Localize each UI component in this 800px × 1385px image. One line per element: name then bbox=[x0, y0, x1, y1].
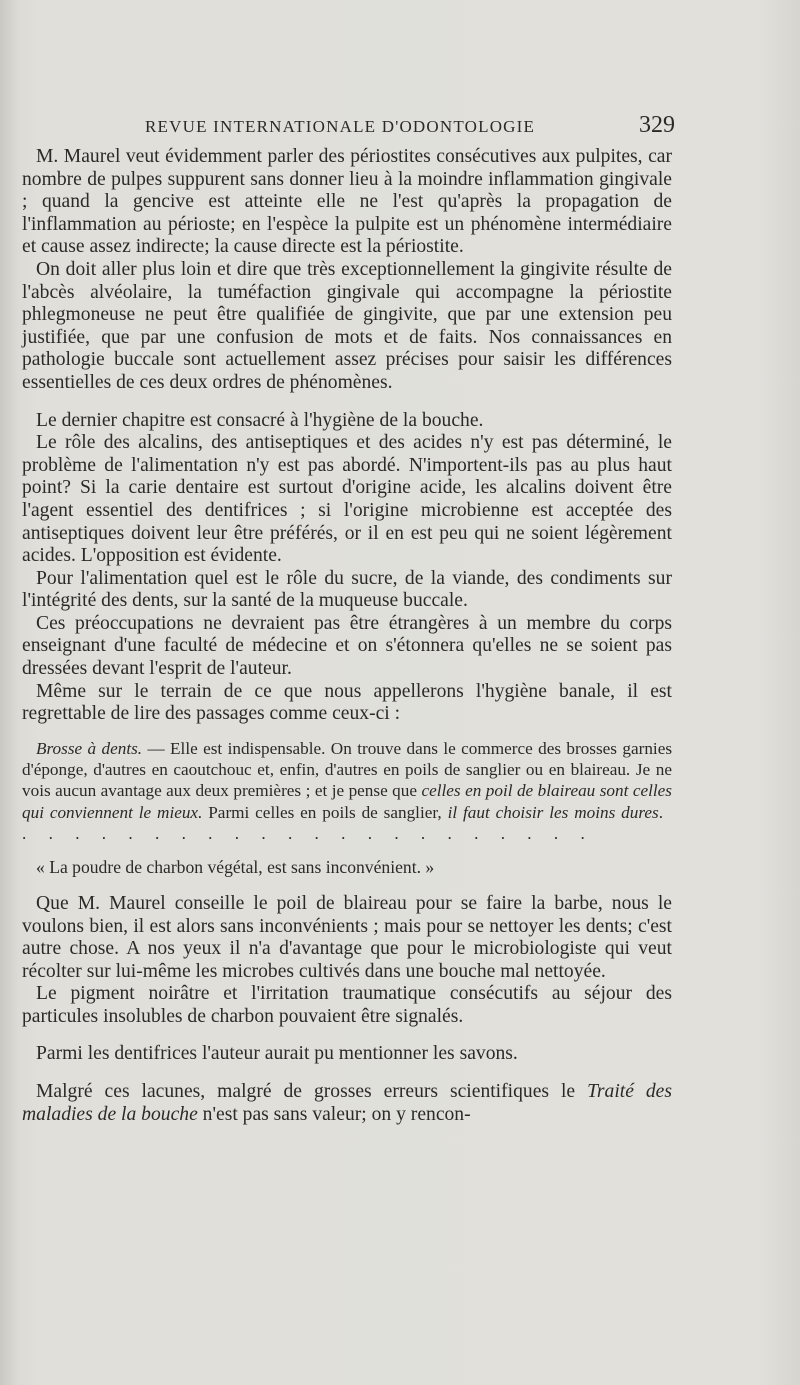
paragraph: Pour l'alimentation quel est le rôle du sucre, de la viande, des condiments sur l'intégrité des dents, sur la santé de la muqueuse buccale. bbox=[22, 567, 672, 612]
paragraph-part: Malgré ces lacunes, malgré de grosses erreurs scientifiques le bbox=[36, 1081, 588, 1103]
book-title: Traité des maladies de la bouche bbox=[22, 1081, 672, 1125]
paragraph: Ces préoccupations ne devraient pas être étrangères à un membre du corps enseignant d'une faculté de médecine et on s'étonnera qu'elles ne se soient pas dressées devant l'esprit de l'auteur. bbox=[22, 612, 672, 680]
quotation-text bbox=[22, 738, 672, 844]
page-body bbox=[22, 146, 672, 1126]
paragraph: On doit aller plus loin et dire que très exceptionnellement la gingivite résulte de l'abcès alvéolaire, la tuméfaction gingivale qui accompagne la périostite phlegmoneuse ne peut être qualifiée de gingivite, que par une extension peu justifiée, que par une confusion de mots et de faits. Nos connaissances en pathologie buccale sont actuellement assez précises pour saisir les différences essentielles de ces deux ordres de phénomènes. bbox=[22, 258, 672, 393]
paragraph: Que M. Maurel conseille le poil de blaireau pour se faire la barbe, nous le voulons bien, il est alors sans inconvénients ; mais pour se nettoyer les dents; c'est autre chose. A nos yeux il n'a d'avantage que pour le microbiologiste qui veut récolter sur lui-même les microbes cultivés dans une bouche mal nettoyée. bbox=[22, 892, 672, 982]
quotation-part: Elle est indispensable. On trouve dans le commerce des brosses garnies d'éponge, d'autres en caoutchouc et, enfin, d'autres en poils de sanglier ou en blaireau. Je ne vois aucun avantage aux deux premières ; et je pense que bbox=[22, 738, 673, 801]
page-header bbox=[145, 112, 675, 139]
paragraph: Même sur le terrain de ce que nous appellerons l'hygiène banale, il est regrettable de lire des passages comme ceux-ci : bbox=[22, 680, 672, 725]
paragraph: Le rôle des alcalins, des antiseptiques et des acides n'y est pas déterminé, le problème de l'alimentation n'y est pas abordé. N'importent-ils pas au plus haut point? Si la carie dentaire est surtout d'origine acide, les alcalins doivent être l'agent essentiel des dentifrices ; si l'origine microbienne est acceptée des antiseptiques doivent leur être préférés, or il en est peu qui ne soient légèrement acides. L'opposition est évidente. bbox=[22, 432, 672, 567]
ellipsis-dots: . . . . . . . . . . . . . . . . . . . . . . . bbox=[22, 802, 672, 844]
quotation-italic: il faut choisir les moins dures bbox=[447, 802, 659, 822]
quotation-lead: Brosse à dents. bbox=[36, 738, 143, 758]
paragraph-part: n'est pas sans valeur; on y rencon- bbox=[197, 1103, 471, 1125]
quotation-charbon: « La poudre de charbon végétal, est sans inconvénient. » bbox=[36, 857, 435, 878]
paragraph: Parmi les dentifrices l'auteur aurait pu mentionner les savons. bbox=[36, 1043, 518, 1065]
quotation-block bbox=[22, 738, 672, 844]
quotation-dash: — bbox=[142, 738, 171, 758]
paragraph: M. Maurel veut évidemment parler des périostites consécutives aux pulpites, car nombre de pulpes suppurent sans donner lieu à la moindre inflammation gingivale ; quand la gencive est atteinte elle ne l'est qu'après la propagation de l'inflammation au périoste; en l'espèce la pulpite est un phénomène intermédiaire et cause assez indirecte; la cause directe est la périostite. bbox=[22, 146, 672, 258]
paragraph: Le pigment noirâtre et l'irritation traumatique consécutifs au séjour des particules insolubles de charbon pouvaient être signalés. bbox=[22, 983, 672, 1027]
quotation-part: Parmi celles en poils de sanglier, bbox=[202, 802, 448, 822]
quotation-italic: celles en poil de blaireau sont celles qui conviennent le mieux. bbox=[22, 781, 672, 822]
page-number: 329 bbox=[639, 112, 675, 138]
paragraph-last bbox=[22, 1081, 672, 1126]
paragraph: Le dernier chapitre est consacré à l'hygiène de la bouche. bbox=[36, 409, 484, 431]
running-title: REVUE INTERNATIONALE D'ODONTOLOGIE bbox=[145, 117, 536, 136]
